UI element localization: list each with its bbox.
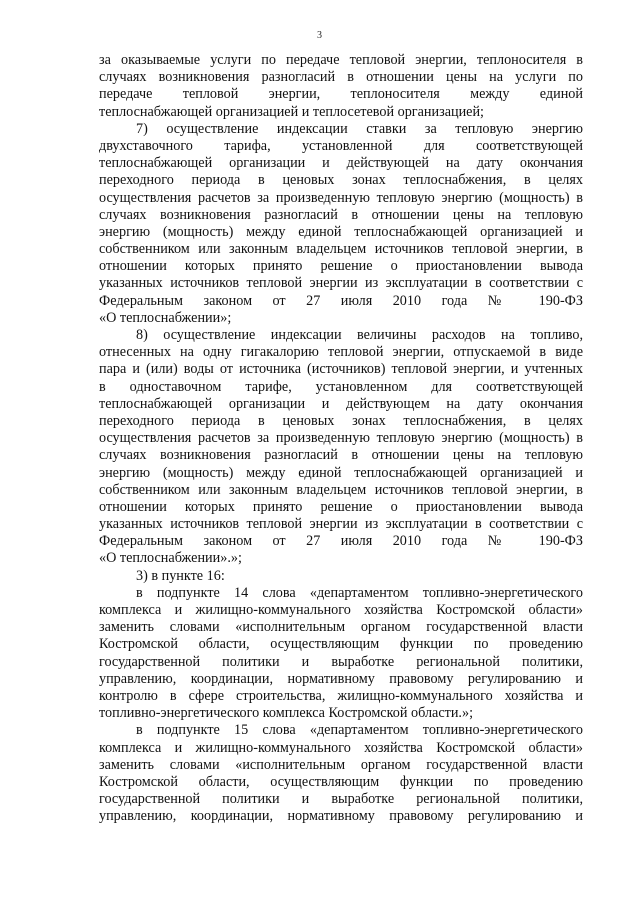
text-line: в подпункте 14 слова «департаментом топливно-энергетического xyxy=(136,584,583,601)
text-line: топливно-энергетического комплекса Костромской области.»; xyxy=(99,705,474,722)
page-number: 3 xyxy=(317,30,322,41)
text-line: «О теплоснабжении»; xyxy=(99,309,232,326)
text-line: заменить словами «исполнительным органом государственной власти xyxy=(99,756,583,773)
text-line: 3) в пункте 16: xyxy=(136,567,225,584)
text-line: за оказываемые услуги по передаче тепловой энергии, теплоносителя в xyxy=(99,52,583,68)
text-line: теплоснабжающей организацией и теплосетевой организацией; xyxy=(99,103,485,120)
text-line: комплекса и жилищно-коммунального хозяйства Костромской области» xyxy=(99,602,583,618)
text-line: случаях возникновения разногласий в отношении цены на тепловую xyxy=(99,447,583,464)
text-line: Костромской области, осуществляющим функции по проведению xyxy=(99,636,583,653)
document-body xyxy=(99,52,583,825)
text-line: случаях возникновения разногласий в отношении цены на тепловую xyxy=(99,206,583,223)
text-line: Федеральным законом от 27 июля 2010 года № 190-ФЗ xyxy=(99,533,583,550)
text-line: контролю в сфере строительства, жилищно-коммунального хозяйства и xyxy=(99,687,583,704)
text-line: 8) осуществление индексации величины расходов на топливо, xyxy=(136,327,583,343)
text-line: государственной политики и выработке региональной политики, xyxy=(99,791,583,808)
text-line: передаче тепловой энергии, теплоносителя между единой xyxy=(99,86,583,103)
text-line: энергию (мощность) между единой теплоснабжающей организацией и xyxy=(99,464,583,481)
text-line: 7) осуществление индексации ставки за тепловую энергию xyxy=(136,120,583,137)
text-line: осуществления расчетов за произведенную тепловую энергию (мощность) в xyxy=(99,189,583,206)
text-line: управлению, координации, нормативному правовому регулированию и xyxy=(99,808,583,825)
text-line: отношении которых принято решение о приостановлении вывода xyxy=(99,258,583,275)
text-line: указанных источников тепловой энергии из эксплуатации в соответствии с xyxy=(99,275,583,292)
text-line: энергию (мощность) между единой теплоснабжающей организацией и xyxy=(99,223,583,240)
text-line: Костромской области, осуществляющим функции по проведению xyxy=(99,773,583,790)
text-line: собственником или законным владельцем источников тепловой энергии, в xyxy=(99,241,583,258)
text-line: комплекса и жилищно-коммунального хозяйства Костромской области» xyxy=(99,739,583,756)
text-line: указанных источников тепловой энергии из эксплуатации в соответствии с xyxy=(99,516,583,533)
text-line: теплоснабжающей организации и действующей на дату окончания xyxy=(99,155,583,172)
text-line: случаях возникновения разногласий в отношении цены на услуги по xyxy=(99,69,583,86)
text-line: собственником или законным владельцем источников тепловой энергии, в xyxy=(99,481,583,498)
text-line: переходного периода в ценовых зонах теплоснабжения, в целях xyxy=(99,412,583,429)
text-line: теплоснабжающей организации и действующем на дату окончания xyxy=(99,395,583,412)
text-line: Федеральным законом от 27 июля 2010 года № 190-ФЗ xyxy=(99,292,583,309)
text-line: пара и (или) воды от источника (источников) тепловой энергии, и учтенных xyxy=(99,361,583,378)
text-line: осуществления расчетов за произведенную тепловую энергию (мощность) в xyxy=(99,430,583,447)
text-line: отнесенных на одну гигакалорию тепловой энергии, отпускаемой в виде xyxy=(99,344,583,361)
text-line: в одноставочном тарифе, установленном для соответствующей xyxy=(99,378,583,395)
text-line: в подпункте 15 слова «департаментом топливно-энергетического xyxy=(136,722,583,739)
text-line: двухставочного тарифа, установленной для соответствующей xyxy=(99,137,583,154)
text-line: государственной политики и выработке региональной политики, xyxy=(99,653,583,670)
text-line: заменить словами «исполнительным органом государственной власти xyxy=(99,619,583,636)
text-line: «О теплоснабжении».»; xyxy=(99,550,242,567)
text-line: отношении которых принято решение о приостановлении вывода xyxy=(99,498,583,515)
text-line: переходного периода в ценовых зонах теплоснабжения, в целях xyxy=(99,172,583,189)
text-line: управлению, координации, нормативному правовому регулированию и xyxy=(99,670,583,687)
